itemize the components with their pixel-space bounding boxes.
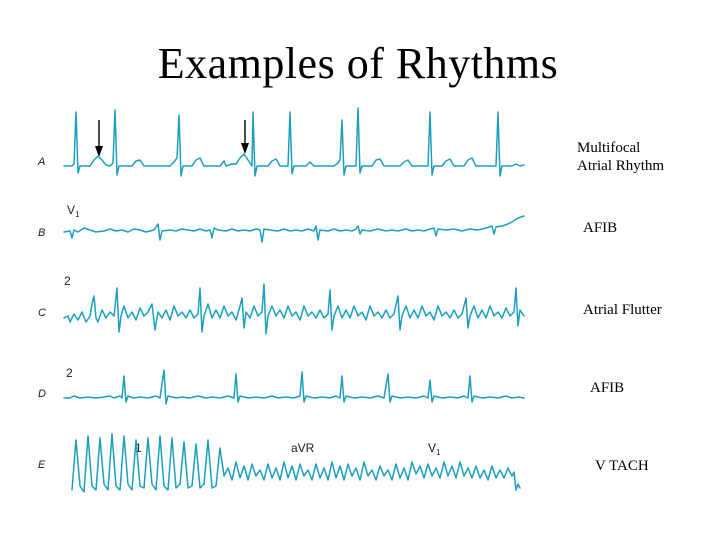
lead-label-d: 2 <box>66 366 73 380</box>
page-title-text: Examples of Rhythms <box>157 39 559 88</box>
ecg-trace-b <box>64 216 524 242</box>
strip-letter-d: D <box>38 388 46 400</box>
rhythm-label-e: V TACH <box>595 458 649 474</box>
lead-label-e3 <box>428 441 441 457</box>
strip-letter-e: E <box>38 459 46 471</box>
lead-label-c: 2 <box>64 274 71 288</box>
lead-label-e1: 1 <box>135 441 142 455</box>
rhythm-label-d: AFIB <box>590 380 625 396</box>
strip-letter-a: A <box>38 156 46 168</box>
rhythm-label-c: Atrial Flutter <box>583 302 662 318</box>
lead-label-e2: aVR <box>291 441 315 455</box>
strip-letter-b: B <box>38 227 46 239</box>
lead-label-b-sub: 1 <box>75 210 80 219</box>
down-arrow-icon <box>95 120 103 157</box>
ecg-trace-a <box>64 108 524 176</box>
lead-label-b-main: V <box>67 203 76 217</box>
lead-label-e3-sub: 1 <box>436 448 441 457</box>
ecg-trace-d <box>64 370 524 404</box>
rhythm-label-a: Multifocal Atrial Rhythm <box>577 140 665 174</box>
ecg-trace-c <box>64 284 524 334</box>
down-arrow-icon <box>241 120 249 154</box>
lead-label-e3-main: V <box>428 441 437 455</box>
strip-letter-c: C <box>38 307 46 319</box>
lead-label-b <box>67 203 80 219</box>
rhythm-label-b: AFIB <box>583 220 618 236</box>
